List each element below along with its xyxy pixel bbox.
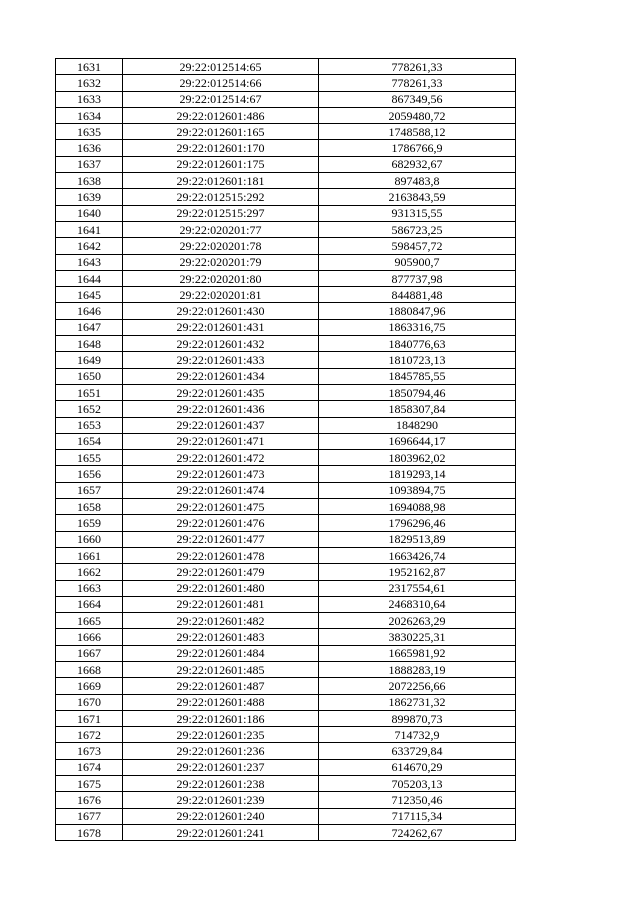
value-cell: 1748588,12 <box>319 124 516 140</box>
value-cell: 1880847,96 <box>319 303 516 319</box>
cadastral-number-cell: 29:22:012601:186 <box>123 710 319 726</box>
table-row <box>56 303 516 319</box>
value-cell: 724262,67 <box>319 824 516 840</box>
table-row <box>56 482 516 498</box>
cadastral-number-cell: 29:22:012601:476 <box>123 515 319 531</box>
table-row <box>56 238 516 254</box>
table-row <box>56 173 516 189</box>
table-row <box>56 270 516 286</box>
cadastral-number-cell: 29:22:020201:81 <box>123 287 319 303</box>
value-cell: 714732,9 <box>319 727 516 743</box>
table-row <box>56 336 516 352</box>
row-number-cell: 1647 <box>56 319 123 335</box>
value-cell: 778261,33 <box>319 75 516 91</box>
row-number-cell: 1633 <box>56 91 123 107</box>
value-cell: 633729,84 <box>319 743 516 759</box>
table-row <box>56 466 516 482</box>
table-row <box>56 710 516 726</box>
cadastral-number-cell: 29:22:012601:237 <box>123 759 319 775</box>
value-cell: 867349,56 <box>319 91 516 107</box>
value-cell: 1829513,89 <box>319 531 516 547</box>
table-row <box>56 531 516 547</box>
cadastral-number-cell: 29:22:012601:434 <box>123 368 319 384</box>
value-cell: 3830225,31 <box>319 629 516 645</box>
row-number-cell: 1635 <box>56 124 123 140</box>
value-cell: 1862731,32 <box>319 694 516 710</box>
row-number-cell: 1655 <box>56 450 123 466</box>
table-row <box>56 499 516 515</box>
cadastral-number-cell: 29:22:012601:471 <box>123 433 319 449</box>
table-row <box>56 254 516 270</box>
row-number-cell: 1658 <box>56 499 123 515</box>
row-number-cell: 1674 <box>56 759 123 775</box>
row-number-cell: 1659 <box>56 515 123 531</box>
row-number-cell: 1637 <box>56 156 123 172</box>
row-number-cell: 1676 <box>56 792 123 808</box>
row-number-cell: 1667 <box>56 645 123 661</box>
table-row <box>56 156 516 172</box>
cadastral-number-cell: 29:22:012601:430 <box>123 303 319 319</box>
table-row <box>56 450 516 466</box>
table-row <box>56 221 516 237</box>
table-row <box>56 352 516 368</box>
table-row <box>56 417 516 433</box>
value-cell: 1093894,75 <box>319 482 516 498</box>
value-cell: 905900,7 <box>319 254 516 270</box>
row-number-cell: 1636 <box>56 140 123 156</box>
value-cell: 1850794,46 <box>319 384 516 400</box>
row-number-cell: 1651 <box>56 384 123 400</box>
table-row <box>56 59 516 75</box>
value-cell: 598457,72 <box>319 238 516 254</box>
cadastral-number-cell: 29:22:012601:435 <box>123 384 319 400</box>
table-row <box>56 515 516 531</box>
row-number-cell: 1643 <box>56 254 123 270</box>
row-number-cell: 1645 <box>56 287 123 303</box>
value-cell: 1796296,46 <box>319 515 516 531</box>
row-number-cell: 1664 <box>56 596 123 612</box>
value-cell: 705203,13 <box>319 776 516 792</box>
row-number-cell: 1631 <box>56 59 123 75</box>
cadastral-number-cell: 29:22:012515:292 <box>123 189 319 205</box>
value-cell: 2317554,61 <box>319 580 516 596</box>
table-row <box>56 727 516 743</box>
value-cell: 931315,55 <box>319 205 516 221</box>
value-cell: 1840776,63 <box>319 336 516 352</box>
cadastral-number-cell: 29:22:012601:485 <box>123 661 319 677</box>
value-cell: 877737,98 <box>319 270 516 286</box>
cadastral-number-cell: 29:22:012601:236 <box>123 743 319 759</box>
cadastral-number-cell: 29:22:012601:433 <box>123 352 319 368</box>
cadastral-number-cell: 29:22:012601:487 <box>123 678 319 694</box>
cadastral-number-cell: 29:22:012601:240 <box>123 808 319 824</box>
table-row <box>56 678 516 694</box>
cadastral-number-cell: 29:22:012601:431 <box>123 319 319 335</box>
table-row <box>56 205 516 221</box>
row-number-cell: 1660 <box>56 531 123 547</box>
cadastral-number-cell: 29:22:012601:473 <box>123 466 319 482</box>
table-row <box>56 287 516 303</box>
cadastral-number-cell: 29:22:012601:235 <box>123 727 319 743</box>
cadastral-number-cell: 29:22:012601:481 <box>123 596 319 612</box>
value-cell: 1888283,19 <box>319 661 516 677</box>
table-row <box>56 629 516 645</box>
value-cell: 2059480,72 <box>319 107 516 123</box>
value-cell: 1696644,17 <box>319 433 516 449</box>
cadastral-number-cell: 29:22:012601:484 <box>123 645 319 661</box>
value-cell: 778261,33 <box>319 59 516 75</box>
row-number-cell: 1668 <box>56 661 123 677</box>
row-number-cell: 1638 <box>56 173 123 189</box>
row-number-cell: 1640 <box>56 205 123 221</box>
table-row <box>56 75 516 91</box>
table-row <box>56 792 516 808</box>
value-cell: 682932,67 <box>319 156 516 172</box>
row-number-cell: 1663 <box>56 580 123 596</box>
value-cell: 1663426,74 <box>319 547 516 563</box>
row-number-cell: 1634 <box>56 107 123 123</box>
row-number-cell: 1632 <box>56 75 123 91</box>
value-cell: 1863316,75 <box>319 319 516 335</box>
row-number-cell: 1661 <box>56 547 123 563</box>
value-cell: 717115,34 <box>319 808 516 824</box>
cadastral-number-cell: 29:22:012514:67 <box>123 91 319 107</box>
table-row <box>56 547 516 563</box>
row-number-cell: 1654 <box>56 433 123 449</box>
table-row <box>56 401 516 417</box>
table-row <box>56 564 516 580</box>
row-number-cell: 1670 <box>56 694 123 710</box>
cadastral-number-cell: 29:22:020201:79 <box>123 254 319 270</box>
row-number-cell: 1652 <box>56 401 123 417</box>
table-row <box>56 580 516 596</box>
cadastral-number-cell: 29:22:012601:477 <box>123 531 319 547</box>
cadastral-number-cell: 29:22:020201:77 <box>123 221 319 237</box>
document-page <box>55 58 515 841</box>
value-cell: 1803962,02 <box>319 450 516 466</box>
value-cell: 2163843,59 <box>319 189 516 205</box>
cadastral-number-cell: 29:22:012601:436 <box>123 401 319 417</box>
value-cell: 1819293,14 <box>319 466 516 482</box>
cadastral-number-cell: 29:22:012601:175 <box>123 156 319 172</box>
cadastral-number-cell: 29:22:012601:482 <box>123 613 319 629</box>
cadastral-number-cell: 29:22:012601:475 <box>123 499 319 515</box>
row-number-cell: 1656 <box>56 466 123 482</box>
cadastral-number-cell: 29:22:012601:181 <box>123 173 319 189</box>
table-row <box>56 661 516 677</box>
cadastral-number-cell: 29:22:012515:297 <box>123 205 319 221</box>
row-number-cell: 1648 <box>56 336 123 352</box>
table-row <box>56 319 516 335</box>
value-cell: 712350,46 <box>319 792 516 808</box>
table-row <box>56 384 516 400</box>
table-row <box>56 107 516 123</box>
row-number-cell: 1657 <box>56 482 123 498</box>
row-number-cell: 1639 <box>56 189 123 205</box>
cadastral-number-cell: 29:22:012601:432 <box>123 336 319 352</box>
cadastral-number-cell: 29:22:012601:170 <box>123 140 319 156</box>
cadastral-number-cell: 29:22:012601:479 <box>123 564 319 580</box>
value-cell: 1848290 <box>319 417 516 433</box>
row-number-cell: 1649 <box>56 352 123 368</box>
row-number-cell: 1644 <box>56 270 123 286</box>
value-cell: 1858307,84 <box>319 401 516 417</box>
table-row <box>56 759 516 775</box>
value-cell: 2026263,29 <box>319 613 516 629</box>
table-row <box>56 824 516 840</box>
cadastral-number-cell: 29:22:020201:80 <box>123 270 319 286</box>
table-row <box>56 189 516 205</box>
row-number-cell: 1675 <box>56 776 123 792</box>
row-number-cell: 1653 <box>56 417 123 433</box>
value-cell: 1952162,87 <box>319 564 516 580</box>
row-number-cell: 1666 <box>56 629 123 645</box>
row-number-cell: 1665 <box>56 613 123 629</box>
cadastral-number-cell: 29:22:012514:65 <box>123 59 319 75</box>
cadastral-number-cell: 29:22:012601:478 <box>123 547 319 563</box>
row-number-cell: 1669 <box>56 678 123 694</box>
value-cell: 1810723,13 <box>319 352 516 368</box>
table-row <box>56 433 516 449</box>
cadastral-number-cell: 29:22:012601:239 <box>123 792 319 808</box>
value-cell: 586723,25 <box>319 221 516 237</box>
cadastral-number-cell: 29:22:012601:165 <box>123 124 319 140</box>
value-cell: 2468310,64 <box>319 596 516 612</box>
value-cell: 897483,8 <box>319 173 516 189</box>
row-number-cell: 1662 <box>56 564 123 580</box>
cadastral-number-cell: 29:22:012601:480 <box>123 580 319 596</box>
row-number-cell: 1641 <box>56 221 123 237</box>
cadastral-number-cell: 29:22:012601:238 <box>123 776 319 792</box>
row-number-cell: 1672 <box>56 727 123 743</box>
table-row <box>56 368 516 384</box>
value-cell: 1845785,55 <box>319 368 516 384</box>
cadastral-number-cell: 29:22:012601:437 <box>123 417 319 433</box>
value-cell: 1665981,92 <box>319 645 516 661</box>
data-table <box>55 58 516 841</box>
value-cell: 844881,48 <box>319 287 516 303</box>
cadastral-number-cell: 29:22:012601:474 <box>123 482 319 498</box>
table-row <box>56 91 516 107</box>
table-body <box>56 59 516 841</box>
table-row <box>56 743 516 759</box>
table-row <box>56 645 516 661</box>
table-row <box>56 613 516 629</box>
value-cell: 2072256,66 <box>319 678 516 694</box>
table-row <box>56 694 516 710</box>
row-number-cell: 1671 <box>56 710 123 726</box>
row-number-cell: 1642 <box>56 238 123 254</box>
table-row <box>56 596 516 612</box>
cadastral-number-cell: 29:22:012601:472 <box>123 450 319 466</box>
table-row <box>56 776 516 792</box>
cadastral-number-cell: 29:22:012601:486 <box>123 107 319 123</box>
cadastral-number-cell: 29:22:012514:66 <box>123 75 319 91</box>
value-cell: 1694088,98 <box>319 499 516 515</box>
cadastral-number-cell: 29:22:012601:483 <box>123 629 319 645</box>
row-number-cell: 1677 <box>56 808 123 824</box>
value-cell: 614670,29 <box>319 759 516 775</box>
cadastral-number-cell: 29:22:020201:78 <box>123 238 319 254</box>
row-number-cell: 1646 <box>56 303 123 319</box>
row-number-cell: 1678 <box>56 824 123 840</box>
row-number-cell: 1673 <box>56 743 123 759</box>
table-row <box>56 124 516 140</box>
table-row <box>56 140 516 156</box>
value-cell: 1786766,9 <box>319 140 516 156</box>
value-cell: 899870,73 <box>319 710 516 726</box>
cadastral-number-cell: 29:22:012601:241 <box>123 824 319 840</box>
row-number-cell: 1650 <box>56 368 123 384</box>
table-row <box>56 808 516 824</box>
cadastral-number-cell: 29:22:012601:488 <box>123 694 319 710</box>
